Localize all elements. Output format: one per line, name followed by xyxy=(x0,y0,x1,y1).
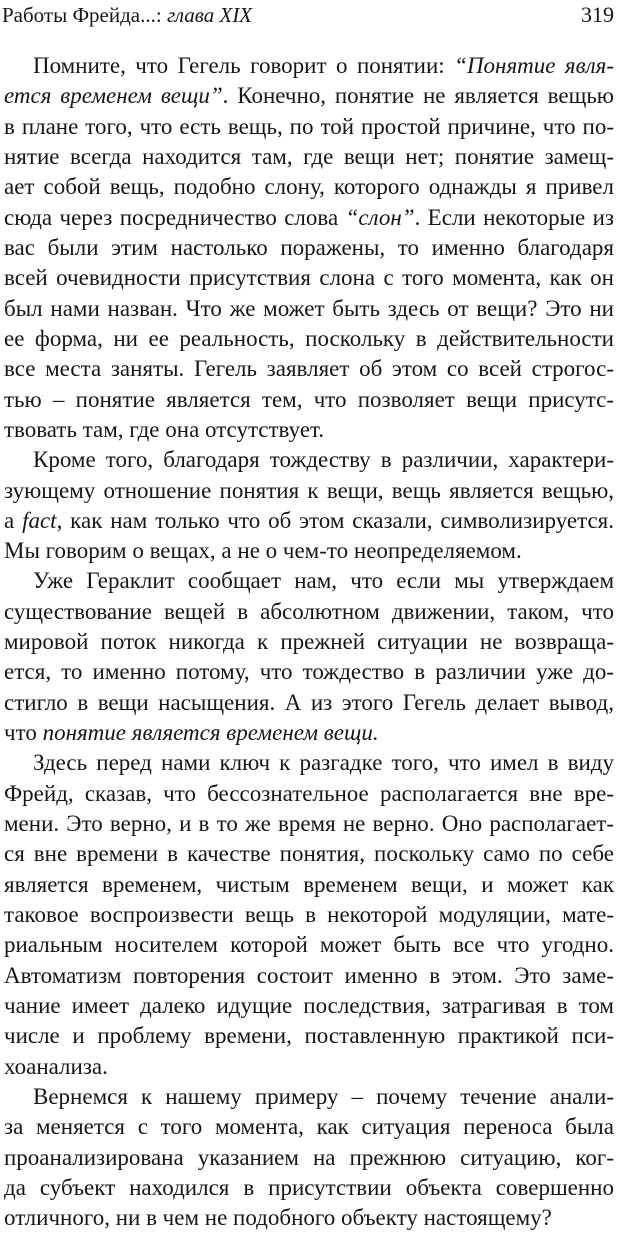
text-segment: таковое воспроизвести вещь в некоторой модуляции, мате- xyxy=(4,902,614,927)
text-line xyxy=(4,142,614,172)
text-line xyxy=(4,961,614,991)
text-line xyxy=(4,627,614,657)
text-segment: риальным носителем которой может быть все что угодно. xyxy=(4,932,614,958)
text-segment: что xyxy=(4,720,43,745)
text-segment: стигло в вещи насыщения. А из этого Гегель делает вывод, xyxy=(4,689,614,715)
text-segment: ся вне времени в качестве понятия, поскольку само по себе xyxy=(4,841,614,867)
running-head-title xyxy=(2,2,252,28)
text-segment: твовать там, где она отсутствует. xyxy=(4,416,325,442)
text-line xyxy=(4,112,614,142)
text-line xyxy=(4,809,614,839)
text-segment: Автоматизм повторения состоит именно в этом. Это заме- xyxy=(4,962,614,988)
text-line xyxy=(4,779,614,809)
text-line xyxy=(4,597,614,627)
text-line xyxy=(4,324,614,354)
text-segment: , как нам только что об этом сказали, символизируется. xyxy=(56,507,614,533)
text-line xyxy=(4,263,614,293)
text-line xyxy=(4,172,614,202)
text-line xyxy=(4,233,614,263)
text-segment: Здесь перед нами ключ к разгадке того, что имел в виду xyxy=(33,750,614,776)
text-segment: Уже Гераклит сообщает нам, что если мы утверждаем xyxy=(33,568,614,594)
italic-text: “слон” xyxy=(345,204,415,230)
italic-text: “Понятие явля- xyxy=(454,53,614,78)
text-line xyxy=(4,506,614,536)
text-segment: все места заняты. Гегель заявляет об этом со всей строгос- xyxy=(4,356,614,382)
text-line xyxy=(4,81,614,111)
text-segment: a xyxy=(4,507,23,533)
running-head-book-title: Работы Фрейда...: xyxy=(2,3,167,27)
text-segment: мени. Это верно, и в то же время не верно. Оно располагает- xyxy=(4,811,614,836)
text-line xyxy=(4,718,614,748)
text-line xyxy=(4,657,614,687)
text-line xyxy=(4,536,614,566)
text-line xyxy=(4,688,614,718)
text-segment: да субъект находился в присутствии объекта совершенно xyxy=(4,1174,614,1200)
text-segment: Фрейд, сказав, что бессознательное располагается вне вре- xyxy=(4,780,614,806)
text-segment: . Конечно, понятие не является вещью xyxy=(222,83,614,109)
paragraph-first-line xyxy=(33,445,614,475)
text-line xyxy=(4,900,614,930)
text-segment: нятие всегда находится там, где вещи нет; понятие замещ- xyxy=(4,144,614,169)
text-line xyxy=(4,385,614,415)
text-segment: является временем, чистым временем вещи, и может как xyxy=(4,871,614,897)
text-segment: зующему отношение понятия к вещи, вещь является вещью, xyxy=(4,477,614,503)
text-segment: за меняется с того момента, как ситуация переноса была xyxy=(4,1114,614,1140)
running-head xyxy=(2,2,614,28)
text-line xyxy=(4,1173,614,1203)
text-line xyxy=(4,991,614,1021)
text-segment: хоанализа. xyxy=(4,1053,108,1079)
text-segment: ется, то именно потому, что тождество в различии уже до- xyxy=(4,659,614,685)
text-line xyxy=(4,476,614,506)
text-line xyxy=(4,839,614,869)
text-segment: в плане того, что есть вещь, по той простой причине, что по- xyxy=(4,113,614,139)
italic-text: понятие является временем вещи. xyxy=(42,720,379,745)
text-line xyxy=(4,354,614,384)
text-segment: Мы говорим о вещах, а не о чем-то неопределяемом. xyxy=(4,538,522,564)
text-line xyxy=(4,294,614,324)
text-segment: Вернемся к нашему примеру – почему течение анали- xyxy=(33,1083,614,1109)
text-segment: Кроме того, благодаря тождеству в различии, характери- xyxy=(33,447,614,473)
text-segment: тью – понятие является тем, что позволяет вещи присутс- xyxy=(4,386,614,412)
text-line xyxy=(4,1203,614,1233)
text-segment: сюда через посредничество слова xyxy=(4,204,346,230)
text-segment: всей очевидности присутствия слона с того момента, как он xyxy=(4,265,614,291)
text-line xyxy=(4,1052,614,1082)
text-segment: мировой поток никогда к прежней ситуации не возвраща- xyxy=(4,629,614,655)
text-line xyxy=(4,930,614,960)
text-line xyxy=(4,415,614,445)
text-segment: . Если некоторые из xyxy=(414,204,614,230)
text-segment: чание имеет далеко идущие последствия, затрагивая в том xyxy=(4,992,614,1018)
text-segment: Помните, что Гегель говорит о понятии: xyxy=(33,53,455,78)
text-segment: отличного, ни в чем не подобного объекту настоящему? xyxy=(4,1205,552,1231)
text-segment: ает собой вещь, подобно слону, которого однажды я привел xyxy=(4,174,614,200)
text-line xyxy=(4,203,614,233)
paragraph-first-line xyxy=(33,748,614,778)
running-head-chapter: глава XIX xyxy=(166,3,253,27)
text-segment: ее форма, ни ее реальность, поскольку в действительности xyxy=(4,325,614,351)
page-number: 319 xyxy=(581,2,614,27)
italic-text: fact xyxy=(22,507,57,533)
paragraph-first-line xyxy=(33,566,614,596)
text-segment: был нами назван. Что же может быть здесь от вещи? Это ни xyxy=(4,295,614,321)
paragraph-first-line xyxy=(33,1082,614,1112)
text-segment: существование вещей в абсолютном движении, таком, что xyxy=(4,598,614,624)
text-segment: числе и проблему времени, поставленную практикой пси- xyxy=(4,1023,614,1049)
text-line xyxy=(4,1112,614,1142)
text-segment: вас были этим настолько поражены, то именно благодаря xyxy=(4,234,614,260)
text-line xyxy=(4,1021,614,1051)
text-line xyxy=(4,870,614,900)
text-segment: проанализирована указанием на прежнюю ситуацию, ког- xyxy=(4,1144,614,1170)
paragraph-first-line xyxy=(33,51,614,81)
italic-text: ется временем вещи” xyxy=(4,83,223,109)
